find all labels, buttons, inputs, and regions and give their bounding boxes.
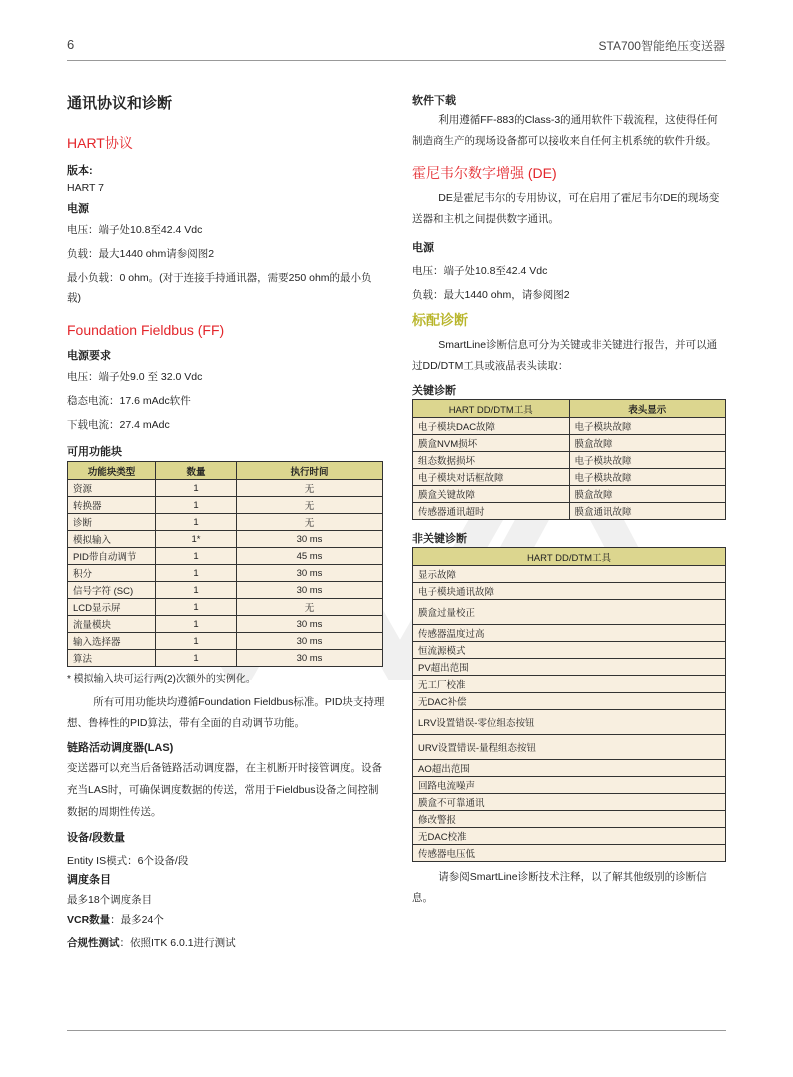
critical-table bbox=[412, 399, 726, 520]
table-cell: 电子模块故障 bbox=[569, 418, 726, 435]
table-cell: 显示故障 bbox=[413, 566, 726, 583]
table-cell: 1 bbox=[156, 514, 237, 531]
software-text: 利用遵循FF-883的Class-3的通用软件下载流程，这使得任何制造商生产的现场设备都可以接收来自任何主机系统的软件升级。 bbox=[412, 114, 718, 147]
table-cell: 无 bbox=[237, 480, 383, 497]
devices-heading: 设备/段数量 bbox=[67, 832, 126, 844]
table-cell: 30 ms bbox=[237, 633, 383, 650]
col-header: 表头显示 bbox=[569, 400, 726, 418]
table-cell: 膜盒通讯故障 bbox=[569, 503, 726, 520]
table-row bbox=[68, 650, 383, 667]
col-header: 执行时间 bbox=[237, 462, 383, 480]
table-cell: 无 bbox=[237, 599, 383, 616]
table-cell: 膜盒关键故障 bbox=[413, 486, 570, 503]
devices-text: Entity IS模式：6个设备/段 bbox=[67, 855, 189, 867]
table-row bbox=[68, 531, 383, 548]
table-cell: 1 bbox=[156, 565, 237, 582]
vcr-line bbox=[67, 910, 385, 930]
de-voltage: 电压：端子处10.8至42.4 Vdc bbox=[412, 265, 548, 277]
table-cell: 回路电流噪声 bbox=[413, 777, 726, 794]
table-cell: 1 bbox=[156, 497, 237, 514]
table-cell: 1 bbox=[156, 616, 237, 633]
doc-title: STA700智能绝压变送器 bbox=[598, 39, 725, 53]
table-cell: 模拟输入 bbox=[68, 531, 156, 548]
diag-text: SmartLine诊断信息可分为关键或非关键进行报告，并可以通过DD/DTM工具或液晶表头读取： bbox=[412, 339, 718, 372]
table-cell: 修改警报 bbox=[413, 811, 726, 828]
table-cell: 无 bbox=[237, 497, 383, 514]
table-row bbox=[68, 616, 383, 633]
table-row bbox=[68, 480, 383, 497]
table-cell: 1 bbox=[156, 599, 237, 616]
table-row bbox=[68, 514, 383, 531]
table-row bbox=[413, 625, 726, 642]
table-cell: 资源 bbox=[68, 480, 156, 497]
blocks-table bbox=[67, 461, 383, 667]
table-cell: 电子模块通讯故障 bbox=[413, 583, 726, 600]
table-cell: 膜盒故障 bbox=[569, 435, 726, 452]
table-row bbox=[68, 582, 383, 599]
table-cell: 电子模块对话框故障 bbox=[413, 469, 570, 486]
compliance-label: 合规性测试 bbox=[67, 937, 120, 949]
las-text: 变送器可以充当后备链路活动调度器，在主机断开时接管调度。设备充当LAS时，可确保调度数据的传送，常用于Fieldbus设备之间控制数据的周期性传送。 bbox=[67, 762, 382, 818]
de-heading: 霍尼韦尔数字增强 (DE) bbox=[412, 165, 557, 181]
version-label: 版本: bbox=[67, 165, 93, 177]
col-header: 功能块类型 bbox=[68, 462, 156, 480]
table-cell: 30 ms bbox=[237, 565, 383, 582]
table-row bbox=[413, 435, 726, 452]
table-cell: PV超出范围 bbox=[413, 659, 726, 676]
voltage: 电压：端子处10.8至42.4 Vdc bbox=[67, 224, 203, 236]
table-row bbox=[68, 548, 383, 565]
hart-heading: HART协议 bbox=[67, 135, 133, 151]
note-text: 请参阅SmartLine诊断技术注释，以了解其他级别的诊断信息。 bbox=[412, 871, 707, 904]
table-cell: 无DAC补偿 bbox=[413, 693, 726, 710]
table-row bbox=[413, 600, 726, 625]
footer-rule bbox=[67, 1030, 726, 1031]
table-cell: 诊断 bbox=[68, 514, 156, 531]
compliance-text: ：依照ITK 6.0.1进行测试 bbox=[119, 937, 236, 949]
page-title: 通讯协议和诊断 bbox=[67, 95, 173, 112]
table-cell: 30 ms bbox=[237, 582, 383, 599]
table-row bbox=[413, 760, 726, 777]
schedule-heading: 调度条目 bbox=[67, 874, 111, 886]
table-cell: 恒流源模式 bbox=[413, 642, 726, 659]
table-cell: 30 ms bbox=[237, 650, 383, 667]
de-power-label: 电源 bbox=[412, 242, 434, 254]
load: 负载：最大1440 ohm请参阅图2 bbox=[67, 248, 215, 260]
table-cell: 组态数据损坏 bbox=[413, 452, 570, 469]
table-cell: 45 ms bbox=[237, 548, 383, 565]
table-cell: 1* bbox=[156, 531, 237, 548]
left-column bbox=[67, 92, 385, 953]
table-cell: URV设置错误-量程组态按钮 bbox=[413, 735, 726, 760]
table-cell: 1 bbox=[156, 548, 237, 565]
min-load: 最小负载：0 ohm。(对于连接手持通讯器，需要250 ohm的最小负载) bbox=[67, 272, 372, 304]
table-row bbox=[413, 676, 726, 693]
table-cell: LRV设置错误-零位组态按钮 bbox=[413, 710, 726, 735]
ff-quiescent: 稳态电流：17.6 mAdc软件 bbox=[67, 395, 191, 407]
table-cell: 电子模块故障 bbox=[569, 469, 726, 486]
table-cell: 无工厂校准 bbox=[413, 676, 726, 693]
vcr-label: VCR数量 bbox=[67, 914, 111, 926]
right-column bbox=[412, 92, 726, 909]
table-cell: 转换器 bbox=[68, 497, 156, 514]
table-row bbox=[413, 811, 726, 828]
table-cell: 电子模块DAC故障 bbox=[413, 418, 570, 435]
table-cell: 膜盒NVM损坏 bbox=[413, 435, 570, 452]
table-row bbox=[413, 828, 726, 845]
de-load: 负载：最大1440 ohm，请参阅图2 bbox=[412, 289, 570, 301]
table-cell: 流量模块 bbox=[68, 616, 156, 633]
table-cell: 积分 bbox=[68, 565, 156, 582]
table-cell: LCD显示屏 bbox=[68, 599, 156, 616]
software-heading: 软件下载 bbox=[412, 95, 456, 107]
de-text: DE是霍尼韦尔的专用协议，可在启用了霍尼韦尔DE的现场变送器和主机之间提供数字通讯。 bbox=[412, 192, 720, 225]
col-header: HART DD/DTM工具 bbox=[413, 400, 570, 418]
table-row bbox=[413, 452, 726, 469]
blocks-heading: 可用功能块 bbox=[67, 446, 122, 458]
table-row bbox=[68, 633, 383, 650]
ff-heading: Foundation Fieldbus (FF) bbox=[67, 322, 225, 338]
header-rule bbox=[67, 60, 726, 61]
table-cell: 传感器电压低 bbox=[413, 845, 726, 862]
table-row bbox=[413, 693, 726, 710]
version: HART 7 bbox=[67, 182, 104, 194]
col-header: 数量 bbox=[156, 462, 237, 480]
table-cell: 无DAC校准 bbox=[413, 828, 726, 845]
table-cell: 30 ms bbox=[237, 531, 383, 548]
ff-download: 下载电流：27.4 mAdc bbox=[67, 419, 170, 431]
schedule-text: 最多18个调度条目 bbox=[67, 894, 153, 906]
vcr-text: ：最多24个 bbox=[110, 914, 164, 926]
table-cell: 算法 bbox=[68, 650, 156, 667]
table-row bbox=[413, 845, 726, 862]
power-label: 电源 bbox=[67, 203, 89, 215]
table-cell: 无 bbox=[237, 514, 383, 531]
table-cell: PID带自动调节 bbox=[68, 548, 156, 565]
table-row bbox=[413, 566, 726, 583]
table-cell: 电子模块故障 bbox=[569, 452, 726, 469]
table-cell: 膜盒过量校正 bbox=[413, 600, 726, 625]
noncritical-heading: 非关键诊断 bbox=[412, 533, 467, 545]
critical-heading: 关键诊断 bbox=[412, 385, 456, 397]
table-cell: 1 bbox=[156, 650, 237, 667]
table-cell: 膜盒故障 bbox=[569, 486, 726, 503]
page-number: 6 bbox=[67, 37, 75, 52]
table-row bbox=[413, 777, 726, 794]
ff-paragraph: 所有可用功能块均遵循Foundation Fieldbus标准。PID块支持理想、鲁棒性的PID算法，带有全面的自动调节功能。 bbox=[67, 696, 385, 729]
table-cell: 传感器温度过高 bbox=[413, 625, 726, 642]
table-cell: 30 ms bbox=[237, 616, 383, 633]
table-row bbox=[413, 418, 726, 435]
noncritical-table bbox=[412, 547, 726, 862]
table-row bbox=[413, 486, 726, 503]
table-cell: 1 bbox=[156, 480, 237, 497]
table-cell: 输入选择器 bbox=[68, 633, 156, 650]
table-row bbox=[413, 735, 726, 760]
table-row bbox=[413, 469, 726, 486]
table-row bbox=[413, 794, 726, 811]
table-cell: 1 bbox=[156, 633, 237, 650]
table-row bbox=[413, 642, 726, 659]
diag-heading: 标配诊断 bbox=[412, 312, 468, 328]
table-row bbox=[413, 710, 726, 735]
table-cell: 膜盒不可靠通讯 bbox=[413, 794, 726, 811]
table-row bbox=[68, 497, 383, 514]
table-cell: AO超出范围 bbox=[413, 760, 726, 777]
table-cell: 信号字符 (SC) bbox=[68, 582, 156, 599]
blocks-footnote: * 模拟输入块可运行两(2)次额外的实例化。 bbox=[67, 674, 256, 685]
table-row bbox=[68, 565, 383, 582]
table-row bbox=[413, 659, 726, 676]
ff-voltage: 电压：端子处9.0 至 32.0 Vdc bbox=[67, 371, 203, 383]
table-row bbox=[413, 503, 726, 520]
ff-power-label: 电源要求 bbox=[67, 350, 111, 362]
table-row bbox=[68, 599, 383, 616]
table-cell: 1 bbox=[156, 582, 237, 599]
compliance-line bbox=[67, 933, 385, 953]
las-heading: 链路活动调度器(LAS) bbox=[67, 742, 174, 754]
col-header: HART DD/DTM工具 bbox=[413, 548, 726, 566]
table-cell: 传感器通讯超时 bbox=[413, 503, 570, 520]
table-row bbox=[413, 583, 726, 600]
